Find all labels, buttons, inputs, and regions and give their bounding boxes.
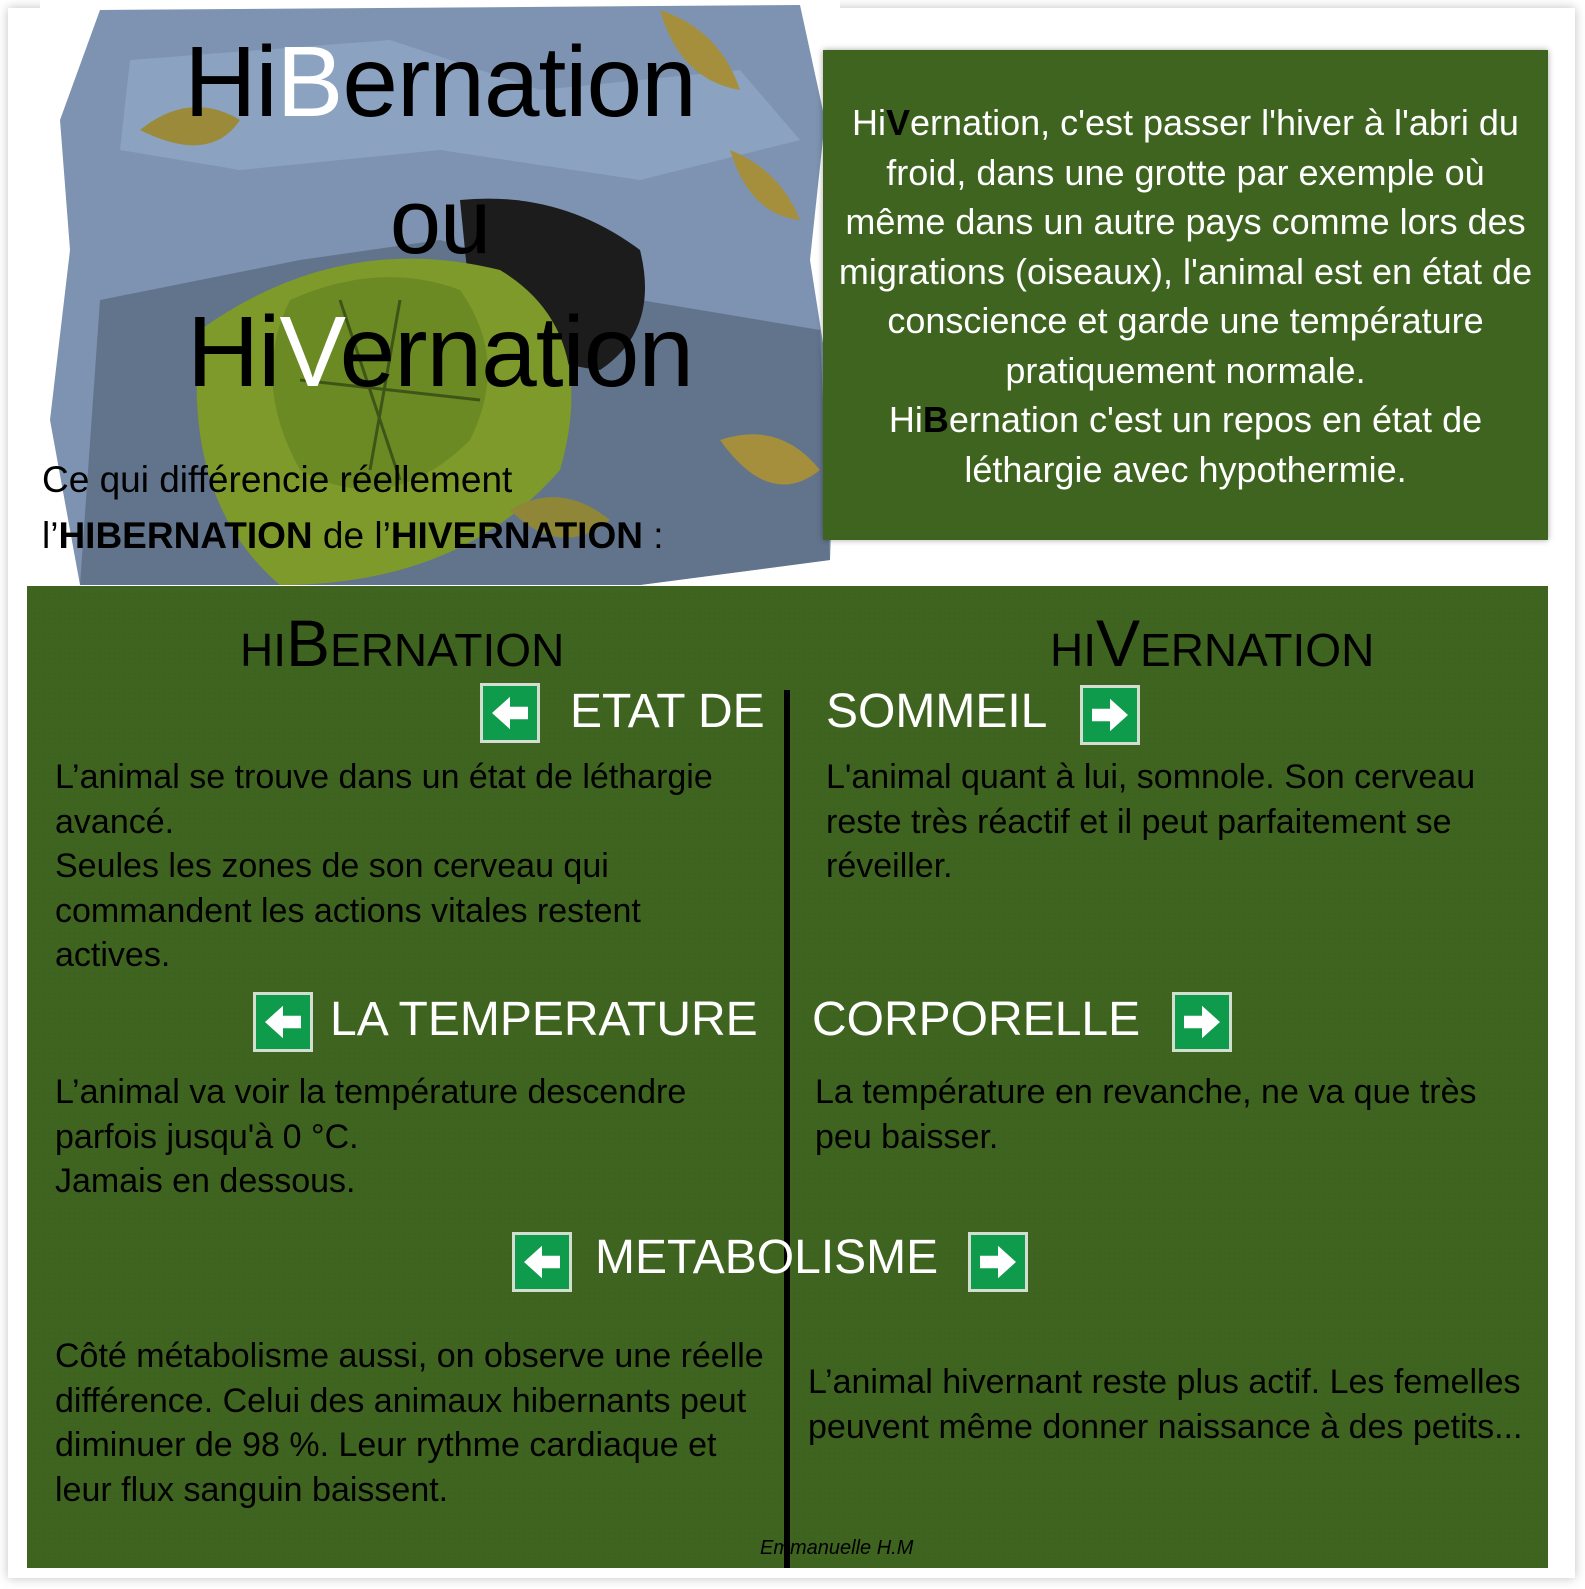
- row-label-sleep-right: SOMMEIL: [826, 685, 1048, 738]
- column-heading-hivernation: HIVERNATION: [1050, 606, 1375, 680]
- temperature-hivernation-text: La température en revanche, ne va que très peu baisser.: [815, 1073, 1477, 1156]
- title-hivernation: HiVernation: [186, 296, 693, 408]
- author-signature: Emmanuelle H.M: [760, 1537, 914, 1559]
- row-label-temperature-right: CORPORELLE: [812, 993, 1141, 1046]
- row-label-sleep-left: ETAT DE: [570, 685, 765, 738]
- subtitle-line-2: l’HIBERNATION de l’HIVERNATION :: [42, 515, 664, 556]
- arrow-left-icon: [253, 992, 313, 1052]
- column-heading-hibernation: HIBERNATION: [240, 606, 565, 680]
- column-divider: [784, 690, 790, 1568]
- arrow-left-icon: [512, 1232, 572, 1292]
- row-label-temperature-left: LA TEMPERATURE: [330, 993, 758, 1046]
- definition-box: [823, 50, 1548, 540]
- subtitle: [42, 452, 802, 564]
- metabolism-hivernation-text: L’animal hivernant reste plus actif. Les femelles peuvent même donner naissance à des petits...: [808, 1363, 1523, 1446]
- arrow-left-icon: [480, 683, 540, 743]
- metabolism-hibernation-text: Côté métabolisme aussi, on observe une réelle différence. Celui des animaux hibernants peut diminuer de 98 %. Leur rythme cardiaque et leur flux sanguin baissent.: [55, 1337, 764, 1509]
- sleep-hivernation-text: L'animal quant à lui, somnole. Son cerveau reste très réactif et il peut parfaitement se réveiller.: [826, 758, 1476, 885]
- arrow-right-icon: [1080, 685, 1140, 745]
- row-label-metabolism: METABOLISME: [595, 1231, 939, 1284]
- subtitle-line-1: Ce qui différencie réellement: [42, 459, 513, 500]
- sleep-hibernation-text: L’animal se trouve dans un état de léthargie avancé. Seules les zones de son cerveau qui commandent les actions vitales restent actives.: [55, 758, 713, 974]
- title-or: ou: [389, 171, 491, 273]
- title-hibernation: HiBernation: [184, 26, 696, 138]
- temperature-hibernation-text: L’animal va voir la température descendre parfois jusqu'à 0 °C. Jamais en dessous.: [55, 1073, 687, 1200]
- definition-text: HiVernation, c'est passer l'hiver à l'abri du froid, dans une grotte par exemple où même dans un autre pays comme lors des migrations (oiseaux), l'animal est en état de conscience et garde une température pratiquement normale. HiBernation c'est un repos en état de léthargie avec hypothermie.: [838, 102, 1533, 490]
- arrow-right-icon: [968, 1232, 1028, 1292]
- arrow-right-icon: [1172, 992, 1232, 1052]
